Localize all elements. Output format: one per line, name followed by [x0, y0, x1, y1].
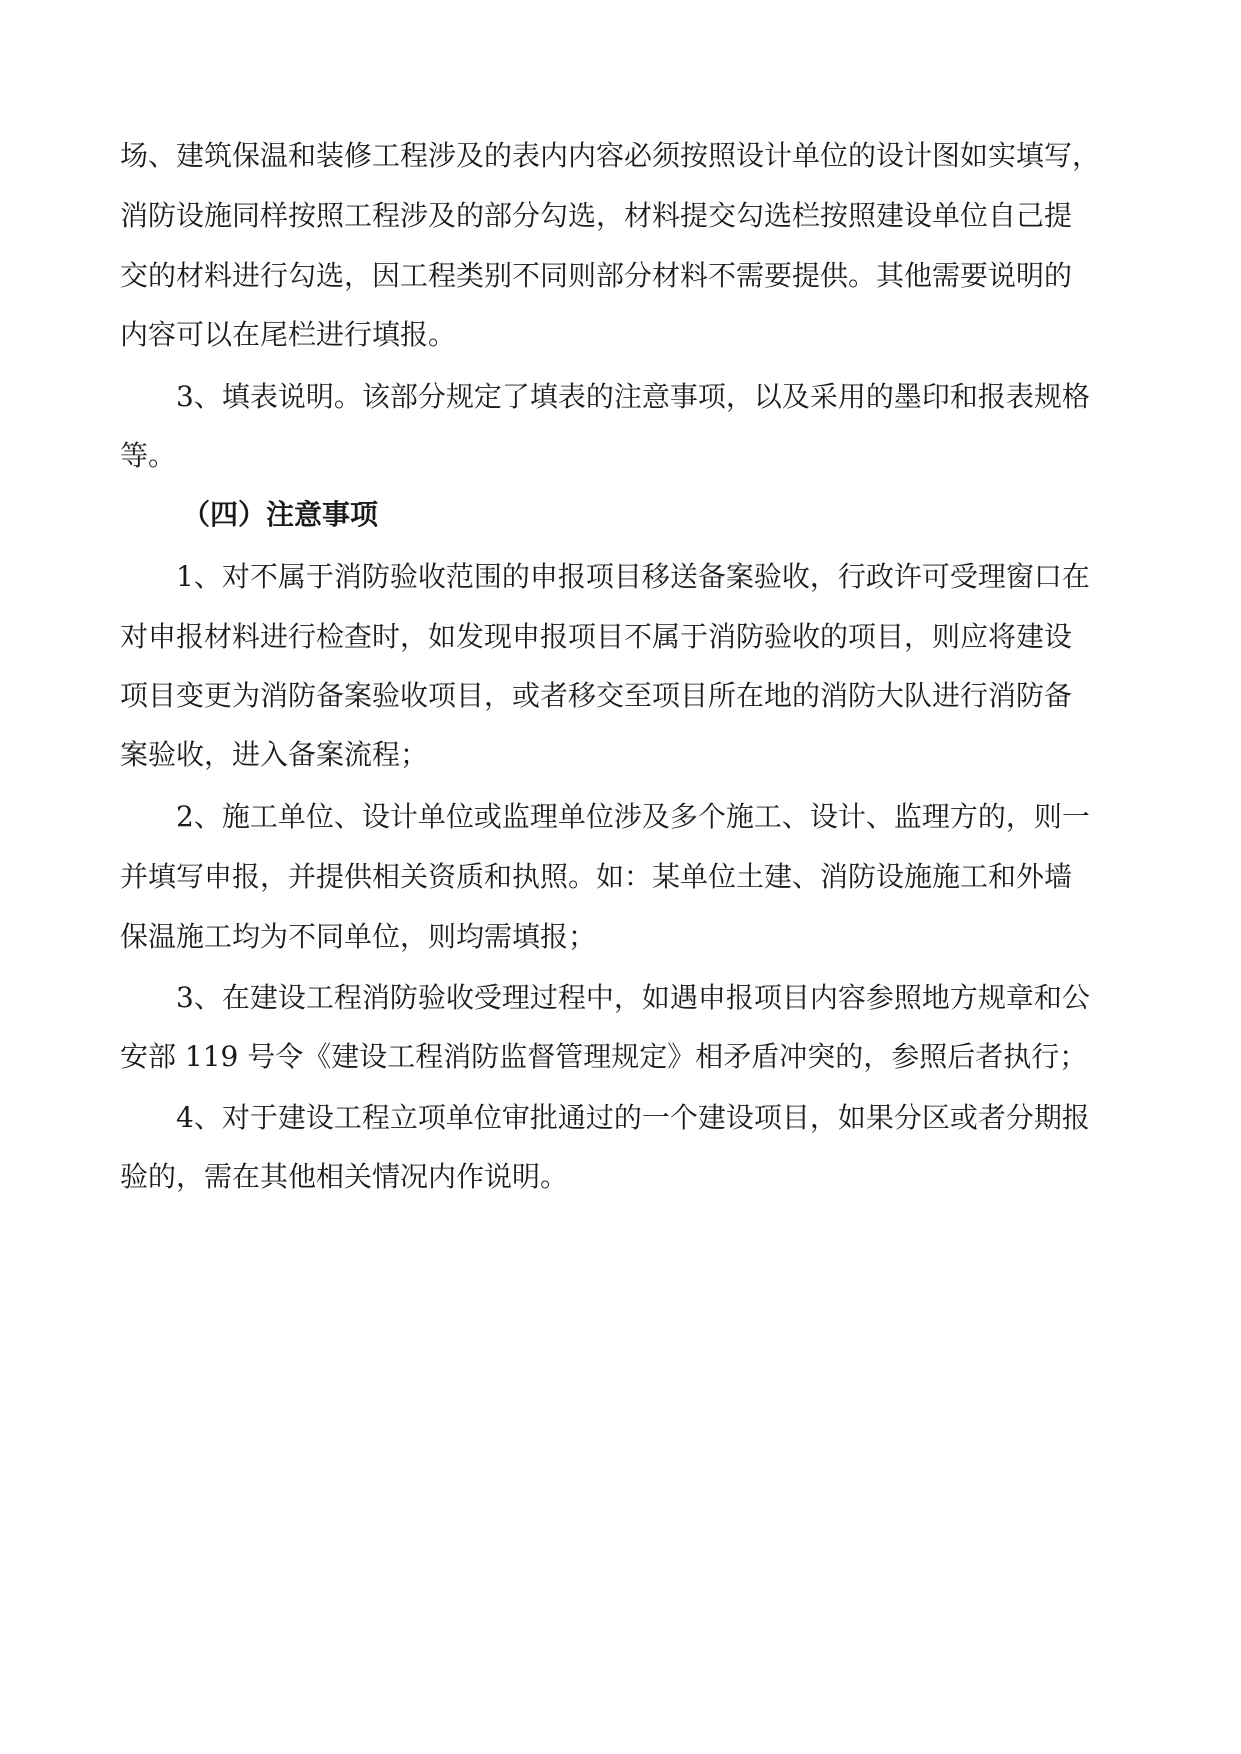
paragraph-line: 3、在建设工程消防验收受理过程中，如遇申报项目内容参照地方规章和公 — [176, 981, 1090, 1014]
paragraph-line: 4、对于建设工程立项单位审批通过的一个建设项目，如果分区或者分期报 — [176, 1101, 1090, 1134]
paragraph-line: 等。 — [120, 439, 177, 472]
paragraph-line: 1、对不属于消防验收范围的申报项目移送备案验收，行政许可受理窗口在 — [176, 560, 1090, 593]
paragraph-line: 保温施工均为不同单位，则均需填报； — [120, 920, 597, 953]
paragraph-line: 项目变更为消防备案验收项目，或者移交至项目所在地的消防大队进行消防备 — [120, 679, 1073, 712]
paragraph-line: 2、施工单位、设计单位或监理单位涉及多个施工、设计、监理方的，则一 — [176, 800, 1090, 833]
paragraph-line: 交的材料进行勾选，因工程类别不同则部分材料不需要提供。其他需要说明的 — [120, 259, 1073, 292]
paragraph-line: 对申报材料进行检查时，如发现申报项目不属于消防验收的项目，则应将建设 — [120, 620, 1073, 653]
paragraph-line: 消防设施同样按照工程涉及的部分勾选，材料提交勾选栏按照建设单位自己提 — [120, 199, 1073, 232]
paragraph-line: 并填写申报，并提供相关资质和执照。如：某单位土建、消防设施施工和外墙 — [120, 860, 1073, 893]
section-heading: （四）注意事项 — [182, 498, 379, 531]
paragraph-line: 安部 119 号令《建设工程消防监督管理规定》相矛盾冲突的，参照后者执行； — [120, 1040, 1088, 1073]
paragraph-line: 验的，需在其他相关情况内作说明。 — [120, 1160, 569, 1193]
paragraph-line: 3、填表说明。该部分规定了填表的注意事项，以及采用的墨印和报表规格 — [176, 380, 1090, 413]
paragraph-line: 内容可以在尾栏进行填报。 — [120, 318, 457, 351]
paragraph-line: 案验收，进入备案流程； — [120, 738, 429, 771]
paragraph-line: 场、建筑保温和装修工程涉及的表内内容必须按照设计单位的设计图如实填写， — [120, 139, 1101, 172]
